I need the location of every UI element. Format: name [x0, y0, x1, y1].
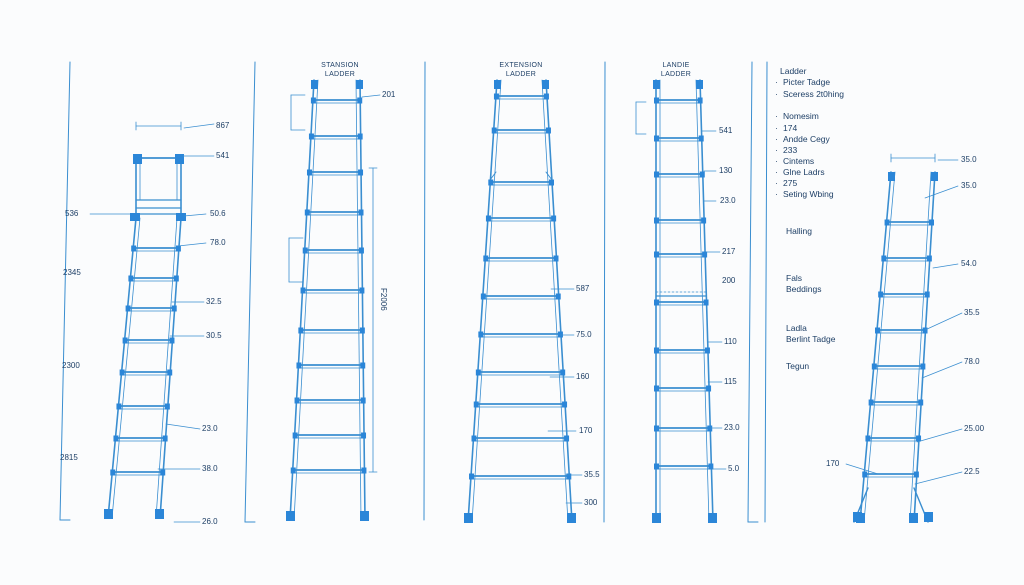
left-rail-inner [472, 80, 501, 522]
rung-bracket-right [359, 248, 364, 254]
rung-bracket-right [920, 364, 925, 370]
rung-bracket-left [291, 468, 296, 474]
dimension-label: F2006 [379, 288, 388, 311]
foot-left [104, 509, 113, 519]
rung-bracket-right [163, 436, 168, 442]
notes-bullet: · [775, 145, 778, 155]
dimension-label: 50.6 [210, 209, 226, 218]
rung-bracket-right [918, 400, 923, 406]
dimension-label: 35.0 [961, 181, 977, 190]
rung-bracket-left [881, 256, 886, 262]
right-rail-inner [910, 172, 931, 522]
rung-bracket-right [566, 474, 571, 480]
dimension-label: 23.0 [724, 423, 740, 432]
foot-right [567, 513, 576, 523]
rung-bracket-left [488, 180, 493, 186]
ladder4-ladder [652, 80, 717, 523]
dimension-label: 30.5 [206, 331, 222, 340]
right-rail [546, 80, 572, 522]
dimension-label: 867 [216, 121, 230, 130]
dimension-label: 5.0 [728, 464, 740, 473]
foot-left [464, 513, 473, 523]
left-rail [290, 80, 314, 520]
notes-item: Andde Cegy [783, 134, 830, 144]
dimension-label: 32.5 [206, 297, 222, 306]
rung-bracket-right [165, 404, 170, 410]
rung-bracket-left [474, 402, 479, 408]
dimension-label: 536 [65, 209, 79, 218]
rung-bracket-left [303, 248, 308, 254]
notes-bullet: · [775, 189, 778, 199]
notes-bullet: · [775, 134, 778, 144]
rung-bracket-right [556, 294, 561, 300]
rung-bracket-left [654, 172, 659, 178]
side-labels [786, 226, 836, 371]
rung-bracket-left [492, 128, 497, 134]
rung-bracket-right [546, 128, 551, 134]
rung-bracket-left [869, 400, 874, 406]
rung-bracket-right [923, 328, 928, 334]
dimension-label: 23.0 [202, 424, 218, 433]
rung-bracket-right [914, 472, 919, 478]
frame-line [765, 62, 767, 522]
leader-line [933, 264, 958, 268]
title-line: STANSION [321, 62, 359, 69]
foot-splay [924, 512, 933, 522]
rung-bracket-right [562, 402, 567, 408]
rung-bracket-right [704, 300, 709, 306]
rung-bracket-right [169, 338, 174, 344]
dimension-label: 587 [576, 284, 590, 293]
notes-item: Nomesim [783, 111, 819, 121]
rung-bracket-right [553, 256, 558, 262]
ladder3-ladder [464, 80, 576, 523]
notes-bullet: · [775, 123, 778, 133]
cap-right [356, 80, 363, 89]
foot-right [909, 513, 918, 523]
frame-line [424, 62, 425, 520]
foot-right [155, 509, 164, 519]
ladder2-labels [379, 90, 396, 311]
rung-bracket-right [174, 276, 179, 282]
rung-bracket-right [560, 370, 565, 376]
rung-bracket-right [360, 363, 365, 369]
ladder4-labels [719, 126, 740, 473]
rung-bracket-left [872, 364, 877, 370]
dimension-label: 2300 [62, 361, 80, 370]
rung-bracket-left [654, 464, 659, 470]
leader-line [922, 362, 962, 378]
frame-line [604, 62, 605, 522]
notes-item: Ladder [780, 66, 807, 76]
side-label: Halling [786, 226, 812, 236]
cap-left [888, 172, 895, 181]
frame-line [748, 62, 752, 522]
title-line: LADDER [505, 71, 537, 78]
rung-bracket-left [293, 433, 298, 439]
dimension-label: 35.5 [964, 308, 980, 317]
foot-splay [853, 512, 862, 522]
rung-bracket-left [472, 436, 477, 442]
rung-bracket-left [478, 332, 483, 338]
notes-item: 233 [783, 145, 798, 155]
dimension-label: 2815 [60, 453, 78, 462]
rung-bracket-right [544, 94, 549, 100]
rung-bracket-right [916, 436, 921, 442]
rung-bracket-left [878, 292, 883, 298]
rung-bracket-left [865, 436, 870, 442]
dimension-label: 35.0 [961, 155, 977, 164]
dimension-label: 35.5 [584, 470, 600, 479]
notes-item: 275 [783, 178, 798, 188]
side-label: Berlint Tadge [786, 334, 836, 344]
dimension-label: 200 [722, 276, 736, 285]
third-ladder-title [661, 62, 691, 78]
dimension-label: 541 [216, 151, 230, 160]
rung-bracket-right [706, 386, 711, 392]
title-line: LANDIE [662, 62, 690, 69]
leader-line [362, 95, 380, 97]
rung-bracket-right [172, 306, 177, 312]
rung-bracket-left [654, 348, 659, 354]
ladder2-ladder [286, 80, 369, 521]
leader-line [846, 464, 878, 474]
rung-bracket-right [925, 292, 930, 298]
ladder1-labels [60, 121, 230, 526]
rung-bracket-left [654, 136, 659, 142]
notes-bullet: · [775, 89, 778, 99]
dimension-label: 130 [719, 166, 733, 175]
rung-bracket-left [875, 328, 880, 334]
dimension-label: 110 [724, 337, 737, 346]
rung-bracket-right [358, 134, 363, 140]
rung-bracket-right [167, 370, 172, 376]
title-line: EXTENSION [499, 62, 543, 69]
rung-bracket-right [705, 348, 710, 354]
leader-line [925, 313, 962, 330]
rung-bracket-right [358, 170, 363, 176]
notes-bullet: · [775, 178, 778, 188]
dimension-label: 170 [826, 459, 840, 468]
rung-bracket-right [361, 398, 366, 404]
notes-item: Sceress 2t0hing [783, 89, 844, 99]
rung-bracket-right [927, 256, 932, 262]
rung-bracket-left [296, 363, 301, 369]
rung-bracket-left [301, 288, 306, 294]
leader-line [917, 429, 962, 442]
left-rail-inner [864, 172, 895, 522]
rung-bracket-left [486, 216, 491, 222]
rung-bracket-left [476, 370, 481, 376]
side-label: Ladla [786, 323, 807, 333]
foot-right [708, 513, 717, 523]
rung-bracket-right [551, 216, 556, 222]
rung-bracket-right [361, 433, 366, 439]
extension-ladder-title [499, 62, 542, 78]
right-rail-inner [542, 80, 568, 522]
dimension-label: 217 [722, 247, 736, 256]
rung-bracket-right [160, 470, 165, 476]
dimension-label: 78.0 [210, 238, 226, 247]
rung-bracket-left [116, 404, 121, 410]
rung-bracket-right [699, 136, 704, 142]
rung-bracket-right [701, 218, 706, 224]
notes-list [775, 66, 844, 199]
dimension-label: 2345 [63, 268, 81, 277]
side-label: Beddings [786, 284, 822, 294]
left-rail-inner [294, 80, 318, 520]
dimension-label: 170 [579, 426, 593, 435]
rung-bracket-left [295, 398, 300, 404]
ladder3-labels [576, 284, 600, 507]
cap-right [931, 172, 938, 181]
cap-right [542, 80, 549, 89]
dimension-label: 38.0 [202, 464, 218, 473]
rung-bracket-left [110, 470, 115, 476]
platform-hinge-right [176, 213, 186, 221]
foot-left [286, 511, 295, 521]
rung-bracket-left [307, 170, 312, 176]
right-rail-inner [156, 218, 177, 518]
ladder5-ladder [856, 172, 938, 523]
cap-left [653, 80, 660, 89]
rung-bracket-left [469, 474, 474, 480]
rung-bracket-left [654, 426, 659, 432]
rung-bracket-left [309, 134, 314, 140]
rung-bracket-right [361, 468, 366, 474]
rung-bracket-left [126, 306, 131, 312]
rung-bracket-right [929, 220, 934, 226]
rung-bracket-left [654, 386, 659, 392]
rung-bracket-right [708, 464, 713, 470]
platform-cap-left [133, 154, 142, 164]
dimension-label: 22.5 [964, 467, 980, 476]
rung-bracket-right [700, 172, 705, 178]
rung-bracket-left [305, 210, 310, 216]
rung-bracket-left [862, 472, 867, 478]
rung-bracket-right [564, 436, 569, 442]
cap-left [494, 80, 501, 89]
rung-bracket-right [360, 328, 365, 334]
notes-bullet: · [775, 167, 778, 177]
rung-bracket-left [654, 98, 659, 104]
rung-bracket-right [357, 98, 362, 104]
ladder1-ladder [104, 218, 181, 519]
rung-bracket-right [359, 210, 364, 216]
rung-bracket-left [113, 436, 118, 442]
rung-bracket-left [123, 338, 128, 344]
rung-bracket-left [483, 256, 488, 262]
leader-line [915, 472, 962, 484]
dimension-label: 54.0 [961, 259, 977, 268]
rung-bracket-left [654, 252, 659, 258]
notes-bullet: · [775, 111, 778, 121]
notes-bullet: · [775, 156, 778, 166]
rung-bracket-left [120, 370, 125, 376]
title-line: LADDER [660, 71, 692, 78]
dimension-label: 541 [719, 126, 733, 135]
notes-bullet: · [775, 77, 778, 87]
dimension-label: 300 [584, 498, 598, 507]
rung-bracket-right [558, 332, 563, 338]
leader-line [184, 214, 206, 216]
rung-bracket-left [481, 294, 486, 300]
rung-bracket-right [359, 288, 364, 294]
dimension-label: 115 [724, 377, 737, 386]
platform-cap-right [175, 154, 184, 164]
side-label: Fals [786, 273, 803, 283]
rung-bracket-left [654, 218, 659, 224]
ladder5-labels [826, 155, 985, 476]
dimension-label: 160 [576, 372, 590, 381]
standard-ladder-title [321, 62, 359, 78]
rung-bracket-right [176, 246, 181, 252]
notes-item: 174 [783, 123, 798, 133]
foot-left [652, 513, 661, 523]
frame-line [60, 62, 70, 520]
leader-line [166, 424, 200, 429]
leader-line [184, 124, 214, 128]
cap-left [311, 80, 318, 89]
cap-right [696, 80, 703, 89]
dimension-label: 26.0 [202, 517, 218, 526]
dimension-label: 23.0 [720, 196, 736, 205]
title-line: LADDER [324, 71, 356, 78]
rung-bracket-left [131, 246, 136, 252]
rung-bracket-left [654, 300, 659, 306]
rung-bracket-left [311, 98, 316, 104]
rung-bracket-left [298, 328, 303, 334]
side-label: Tegun [786, 361, 810, 371]
rung-bracket-left [128, 276, 133, 282]
notes-item: Cintems [783, 156, 815, 166]
rung-bracket-right [707, 426, 712, 432]
rung-bracket-right [549, 180, 554, 186]
rung-bracket-right [702, 252, 707, 258]
frame-line [245, 62, 255, 522]
left-rail [468, 80, 497, 522]
rung-bracket-left [494, 94, 499, 100]
rung-bracket-right [698, 98, 703, 104]
right-rail [360, 80, 365, 520]
foot-right [360, 511, 369, 521]
dimension-label: 25.00 [964, 424, 985, 433]
dimension-label: 201 [382, 90, 396, 99]
notes-item: Glne Ladrs [783, 167, 825, 177]
dimension-label: 75.0 [576, 330, 592, 339]
dimension-label: 78.0 [964, 357, 980, 366]
leader-line [178, 243, 206, 246]
notes-item: Picter Tadge [783, 77, 831, 87]
rung-bracket-left [885, 220, 890, 226]
notes-item: Seting Wbing [783, 189, 834, 199]
platform-hinge-left [130, 213, 140, 221]
left-rail-inner [112, 218, 140, 518]
